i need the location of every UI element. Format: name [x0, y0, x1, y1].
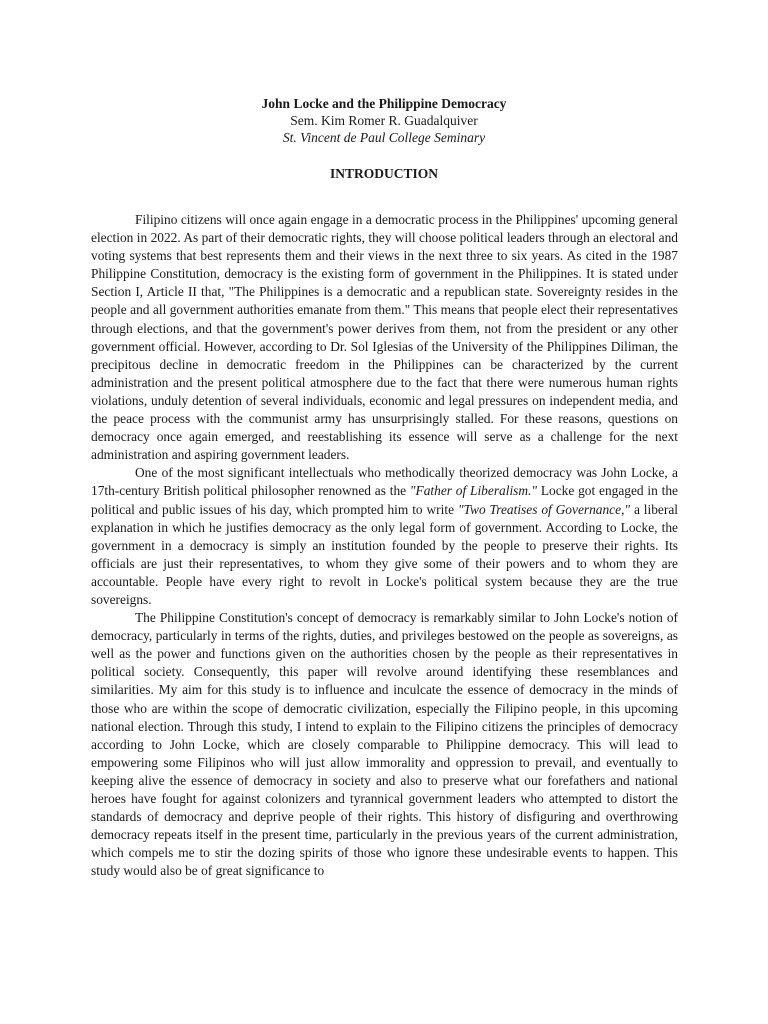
paragraph — [91, 464, 678, 609]
paragraph: Filipino citizens will once again engage in a democratic process in the Philippines' upcoming general election in 2022. As part of their democratic rights, they will choose political leaders through an electoral and voting systems that best represents them and their views in the next three to six years. As cited in the 1987 Philippine Constitution, democracy is the existing form of government in the Philippines. It is stated under Section I, Article II that, "The Philippines is a democratic and a republican state. Sovereignty resides in the people and all government authorities emanate from them." This means that people elect their representatives through elections, and that the government's power derives from them, not from the president or any other government official. However, according to Dr. Sol Iglesias of the University of the Philippines Diliman, the precipitous decline in democratic freedom in the Philippines can be characterized by the current administration and the present political atmosphere due to the fact that there were numerous human rights violations, unduly detention of several individuals, economic and legal pressures on independent media, and the peace process with the communist army has unsurprisingly stalled. For these reasons, questions on democracy once again emerged, and reestablishing its essence will serve as a challenge for the next administration and aspiring government leaders. — [91, 212, 678, 463]
body-text — [91, 211, 678, 880]
author-name: Sem. Kim Romer R. Guadalquiver — [290, 113, 478, 128]
text-run: Locke got engaged in the political and public issues of his day, which prompted him to write — [91, 483, 679, 517]
italic-quote: "Father of Liberalism." — [409, 483, 538, 499]
paragraph: The Philippine Constitution's concept of democracy is remarkably similar to John Locke's notion of democracy, particularly in terms of the rights, duties, and privileges bestowed on the people as sovereigns, as well as the power and functions given on the authorities chosen by the people as their representatives in political society. Consequently, this paper will revolve around identifying these resemblances and similarities. My aim for this study is to influence and inculcate the essence of democracy in the minds of those who are within the scope of democratic civilization, especially the Filipino people, in this upcoming national election. Through this study, I intend to explain to the Filipino citizens the principles of democracy according to John Locke, which are closely comparable to Philippine democracy. This will lead to empowering some Filipinos who will just allow immorality and oppression to prevail, and eventually to keeping alive the essence of democracy in society and also to preserve what our forefathers and national heroes have fought for against colonizers and tyrannical government leaders who attempted to distort the standards of democracy and deprive people of their rights. This history of disfiguring and overthrowing democracy repeats itself in the present time, particularly in the previous years of the current administration, which compels me to stir the dozing spirits of those who ignore these undesirable events to happen. This study would also be of great significance to — [91, 610, 678, 879]
institution-name: St. Vincent de Paul College Seminary — [282, 130, 486, 145]
document-title: John Locke and the Philippine Democracy — [261, 96, 507, 111]
section-heading: INTRODUCTION — [329, 166, 438, 181]
document-header — [0, 95, 768, 146]
text-run: a liberal explanation in which he justifies democracy as the only legal form of government. According to Locke, the government in a democracy is simply an institution founded by the people to preserve their rights. Its officials are just their representatives, to whom they give some of their powers and to whom they are accountable. People have every right to revolt in Locke's political system because they are the true sovereigns. — [91, 501, 679, 607]
text-run: One of the most significant intellectuals who methodically theorized democracy was John Locke, a 17th-century British political philosopher renowned as the — [91, 465, 678, 499]
italic-quote: "Two Treatises of Governance," — [457, 501, 631, 517]
